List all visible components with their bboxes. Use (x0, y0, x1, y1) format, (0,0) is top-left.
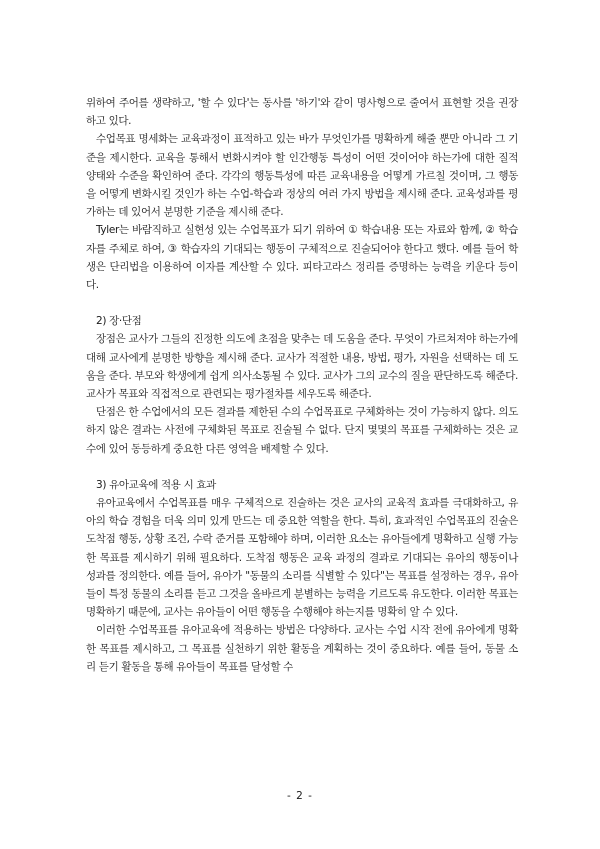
document-body (86, 94, 518, 676)
paragraph-specification: 수업목표 명세화는 교육과정이 표적하고 있는 바가 무엇인가를 명확하게 해줄 뿐만 아니라 그 기준을 제시한다. 교육을 통해서 변화시켜야 할 인간행동 특성이 어떤 것이어야 하는가에 대한 질적 양태와 수준을 확인하여 준다. 각각의 행동특성에 따른 교육내용을 어떻게 가르칠 것이며, 그 행동을 어떻게 변화시킬 것인가 하는 수업-학습과 정상의 여러 가지 방법을 제시해 준다. 교육성과를 평가하는 데 있어서 분명한 기준을 제시해 준다. (86, 133, 518, 219)
paragraph-application-methods: 이러한 수업목표를 유아교육에 적용하는 방법은 다양하다. 교사는 수업 시작 전에 유아에게 명확한 목표를 제시하고, 그 목표를 실천하기 위한 활동을 계획하는 것이 중요하다. 예를 들어, 동물 소리 듣기 활동을 통해 유아들이 목표를 달성할 수 (86, 624, 518, 673)
paragraph-tyler: Tyler는 바람직하고 실현성 있는 수업목표가 되기 위하여 ① 학습내용 또는 자료와 함께, ② 학습자를 주체로 하여, ③ 학습자의 기대되는 행동이 구체적으로 진술되어야 한다고 했다. 예를 들어 학생은 단리법을 이용하여 이자를 계산할 수 있다. 피타고라스 정리를 증명하는 능력을 키운다 등이다. (86, 224, 518, 292)
paragraph-disadvantages: 단점은 한 수업에서의 모든 결과를 제한된 수의 수업목표로 구체화하는 것이 가능하지 않다. 의도하지 않은 결과는 사전에 구체화된 목표로 진술될 수 없다. 단지 몇몇의 목표를 구체화하는 것은 교수에 있어 동등하게 중요한 다른 영역을 배제할 수 있다. (86, 406, 518, 455)
paragraph-continuation: 위하여 주어를 생략하고, '할 수 있다'는 동사를 '하기'와 같이 명사형으로 줄여서 표현할 것을 권장하고 있다. (86, 97, 518, 128)
paragraph-advantages: 장점은 교사가 그들의 진정한 의도에 초점을 맞추는 데 도움을 준다. 무엇이 가르쳐져야 하는가에 대해 교사에게 분명한 방향을 제시해 준다. 교사가 적절한 내용, 방법, 평가, 자원을 선택하는 데 도움을 준다. 부모와 학생에게 쉽게 의사소통될 수 있다. 교사가 그의 교수의 질을 판단하도록 해준다. 교사가 목표와 직접적으로 관련되는 평가절차를 세우도록 해준다. (86, 333, 518, 401)
section-heading-pros-cons: 2) 장·단점 (96, 315, 142, 328)
section-heading-early-childhood: 3) 유아교육에 적용 시 효과 (96, 478, 216, 491)
paragraph-early-childhood-effects: 유아교육에서 수업목표를 매우 구체적으로 진술하는 것은 교사의 교육적 효과를 극대화하고, 유아의 학습 경험을 더욱 의미 있게 만드는 데 중요한 역할을 한다. 특히, 효과적인 수업목표의 진술은 도착점 행동, 상황 조건, 수락 준거를 포함해야 하며, 이러한 요소는 유아들에게 명확하고 실행 가능한 목표를 제시하기 위해 필요하다. 도착점 행동은 교육 과정의 결과로 기대되는 유아의 행동이나 성과를 정의한다. 예를 들어, 유아가 "동물의 소리를 식별할 수 있다"는 목표를 설정하는 경우, 유아들이 특정 동물의 소리를 듣고 그것을 올바르게 분별하는 능력을 기르도록 유도한다. 이러한 목표는 명확하기 때문에, 교사는 유아들이 어떤 행동을 수행해야 하는지를 명확히 알 수 있다. (86, 497, 518, 619)
page-number: - 2 - (287, 790, 313, 802)
